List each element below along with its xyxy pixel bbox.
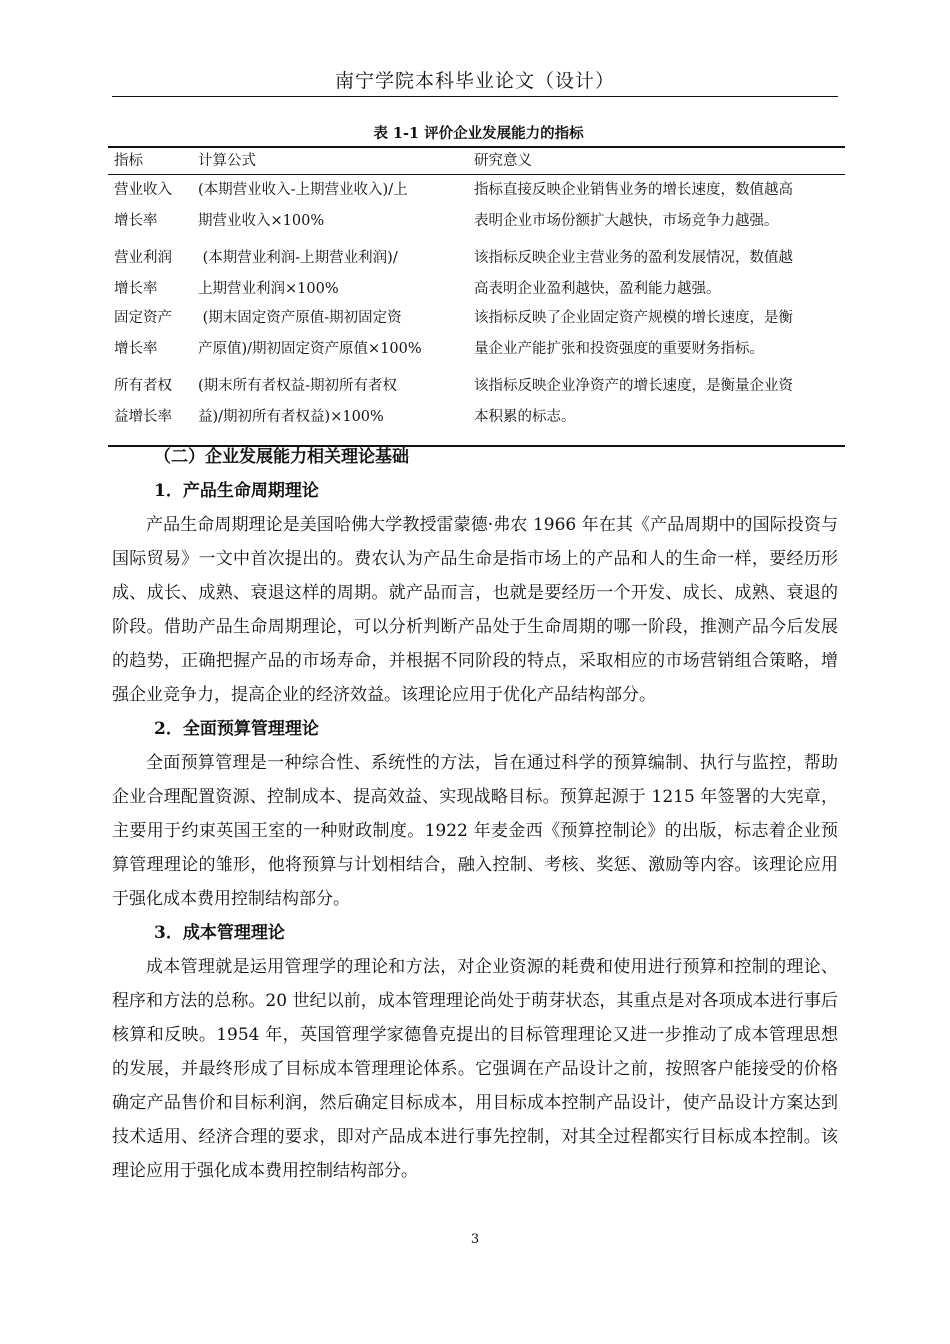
table-cell-formula: (期末所有者权益-期初所有者权 益)/期初所有者权益)×100% xyxy=(198,378,398,425)
table-cell-meaning: 指标直接反映企业销售业务的增长速度，数值越高 表明企业市场份额扩大越快，市场竞争力越强。 xyxy=(474,182,793,229)
table-row xyxy=(108,243,845,303)
body-paragraph: 全面预算管理是一种综合性、系统性的方法，旨在通过科学的预算编制、执行与监控，帮助企业合理配置资源、控制成本、提高效益、实现战略目标。预算起源于 1215 年签署的大宪章，主要用于约束英国王室的一种财政制度。1922 年麦金西《预算控制论》的出版，标志着企业预算管理理论的雏形，他将预算与计划相结合，融入控制、考核、奖惩、激励等内容。该理论应用于强化成本费用控制结构部分。 xyxy=(112,753,838,909)
table-cell-meaning: 该指标反映了企业固定资产规模的增长速度，是衡 量企业产能扩张和投资强度的重要财务指标。 xyxy=(474,310,793,357)
body-paragraph: 产品生命周期理论是美国哈佛大学教授雷蒙德·弗农 1966 年在其《产品周期中的国际投资与国际贸易》一文中首次提出的。费农认为产品生命是指市场上的产品和人的生命一样，要经历形成、成长、成熟、衰退这样的周期。就产品而言，也就是要经历一个开发、成长、成熟、衰退的阶段。借助产品生命周期理论，可以分析判断产品处于生命周期的哪一阶段，推测产品今后发展的趋势，正确把握产品的市场寿命，并根据不同阶段的特点，采取相应的市场营销组合策略，增强企业竞争力，提高企业的经济效益。该理论应用于优化产品结构部分。 xyxy=(112,515,838,705)
table-cell-formula: (本期营业利润-上期营业利润)/ 上期营业利润×100% xyxy=(198,250,398,297)
table-cell-formula: (本期营业收入-上期营业收入)/上 期营业收入×100% xyxy=(198,182,408,229)
section-heading: （二）企业发展能力相关理论基础 xyxy=(154,447,409,467)
column-header-meaning: 研究意义 xyxy=(474,153,532,169)
table-cell-indicator: 营业收入 增长率 xyxy=(114,182,172,229)
subsection-heading: 3．成本管理理论 xyxy=(154,923,285,943)
table-row xyxy=(108,371,845,435)
indicator-table xyxy=(108,146,845,447)
page-number: 3 xyxy=(470,1232,480,1247)
table-row xyxy=(108,175,845,239)
section-body xyxy=(112,440,838,1188)
table-cell-indicator: 营业利润 增长率 xyxy=(114,250,172,297)
table-cell-meaning: 该指标反映企业净资产的增长速度，是衡量企业资 本积累的标志。 xyxy=(474,378,793,425)
table-row xyxy=(108,303,845,367)
table-cell-indicator: 固定资产 增长率 xyxy=(114,310,172,357)
column-header-formula: 计算公式 xyxy=(198,153,256,169)
table-caption: 表 1-1 评价企业发展能力的指标 xyxy=(373,125,584,142)
subsection-heading: 2．全面预算管理理论 xyxy=(154,719,319,739)
body-paragraph: 成本管理就是运用管理学的理论和方法，对企业资源的耗费和使用进行预算和控制的理论、程序和方法的总称。20 世纪以前，成本管理理论尚处于萌芽状态，其重点是对各项成本进行事后核算和反映。1954 年，英国管理学家德鲁克提出的目标管理理论又进一步推动了成本管理思想的发展，并最终形成了目标成本管理理论体系。它强调在产品设计之前，按照客户能接受的价格确定产品售价和目标利润，然后确定目标成本，用目标成本控制产品设计，使产品设计方案达到技术适用、经济合理的要求，即对产品成本进行事先控制，对其全过程都实行目标成本控制。该理论应用于强化成本费用控制结构部分。 xyxy=(112,957,838,1181)
table-cell-indicator: 所有者权 益增长率 xyxy=(114,378,172,425)
column-header-indicator: 指标 xyxy=(114,153,143,169)
page-header-title: 南宁学院本科毕业论文（设计） xyxy=(334,70,615,92)
header-rule xyxy=(112,96,838,97)
table-header-row xyxy=(108,148,845,174)
table-cell-formula: (期末固定资产原值-期初固定资 产原值)/期初固定资产原值×100% xyxy=(198,310,422,357)
table-cell-meaning: 该指标反映企业主营业务的盈利发展情况，数值越 高表明企业盈利越快，盈利能力越强。 xyxy=(474,250,793,297)
subsection-heading: 1．产品生命周期理论 xyxy=(154,481,319,501)
